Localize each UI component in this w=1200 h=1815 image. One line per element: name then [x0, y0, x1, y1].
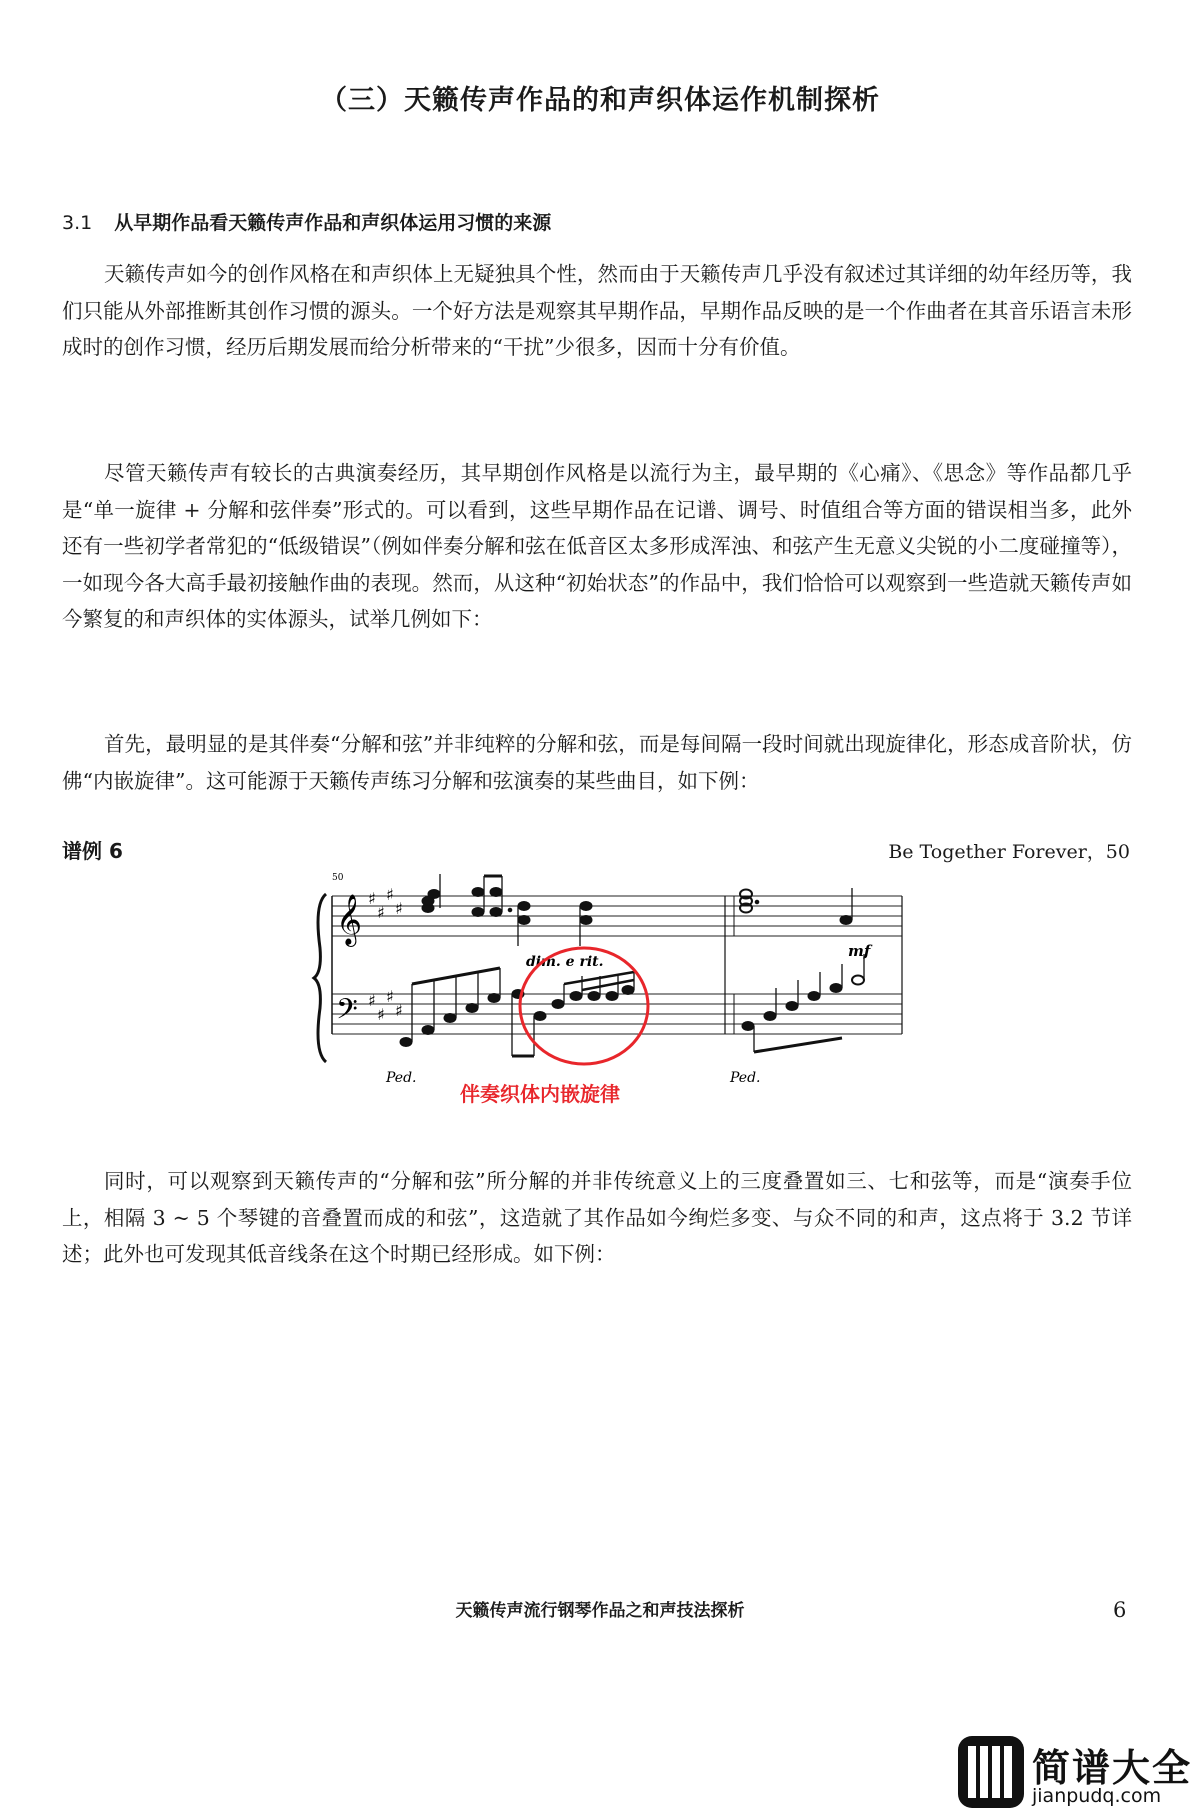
svg-text:♯: ♯	[377, 1005, 385, 1024]
paragraph-4: 同时，可以观察到天籁传声的“分解和弦”所分解的并非传统意义上的三度叠置如三、七和弦等，而是“演奏手位上，相隔 3 ~ 5 个琴键的音叠置而成的和弦”，这造就了其作品如今绚烂多变、与众不同的和声，这点将于 3.2 节详述；此外也可发现其低音线条在这个时期已经形成。如下例：	[62, 1169, 1132, 1267]
annotation-label: 伴奏织体内嵌旋律	[460, 1082, 620, 1106]
svg-text:♯: ♯	[395, 1001, 403, 1020]
section-title: 从早期作品看天籁传声作品和声织体运用习惯的来源	[114, 212, 552, 234]
paragraph-3: 首先，最明显的是其伴奏“分解和弦”并非纯粹的分解和弦，而是每间隔一段时间就出现旋律化，形态成音阶状，仿佛“内嵌旋律”。这可能源于天籁传声练习分解和弦演奏的某些曲目，如下例：	[62, 732, 1132, 793]
svg-text:♯: ♯	[386, 987, 394, 1006]
measure-number: 50	[332, 873, 344, 883]
dynamics-mf: mf	[848, 942, 871, 960]
watermark-name: 简谱大全	[1032, 1746, 1193, 1790]
treble-clef-icon: 𝄞	[336, 894, 363, 945]
svg-text:♯: ♯	[395, 899, 403, 918]
chapter-title: （三）天籁传声作品的和声织体运作机制探析	[320, 85, 880, 116]
treble-staff	[332, 896, 902, 936]
watermark-url: jianpudq.com	[1032, 1785, 1162, 1807]
footer-title: 天籁传声流行钢琴作品之和声技法探析	[455, 1601, 745, 1621]
system-brace	[314, 894, 326, 1062]
section-heading	[62, 208, 551, 235]
example-source: Be Together Forever，50	[888, 841, 1130, 863]
svg-text:♯: ♯	[368, 991, 376, 1010]
dynamics-dim-rit: dim. e rit.	[526, 954, 604, 970]
pedal-mark-1: Ped.	[386, 1070, 417, 1086]
svg-text:♯: ♯	[377, 903, 385, 922]
pedal-mark-2: Ped.	[730, 1070, 761, 1086]
svg-text:♯: ♯	[386, 885, 394, 904]
treble-notes	[422, 874, 852, 946]
example-label: 谱例 6	[62, 839, 123, 863]
bass-clef-icon: 𝄢	[336, 993, 358, 1033]
barlines	[332, 896, 902, 1034]
section-number: 3.1	[62, 212, 93, 234]
page-number: 6	[1113, 1598, 1127, 1622]
piano-keys-icon	[958, 1736, 1024, 1808]
paragraph-1: 天籁传声如今的创作风格在和声织体上无疑独具个性，然而由于天籁传声几乎没有叙述过其详细的幼年经历等，我们只能从外部推断其创作习惯的源头。一个好方法是观察其早期作品，早期作品反映的是一个作曲者在其音乐语言未形成时的创作习惯，经历后期发展而给分析带来的“干扰”少很多，因而十分有价值。	[62, 262, 1132, 360]
music-score-example	[310, 868, 910, 1108]
svg-text:♯: ♯	[368, 889, 376, 908]
paragraph-2: 尽管天籁传声有较长的古典演奏经历，其早期创作风格是以流行为主，最早期的《心痛》、《思念》等作品都几乎是“单一旋律 + 分解和弦伴奏”形式的。可以看到，这些早期作品在记谱、调号、时值组合等方面的错误相当多，此外还有一些初学者常犯的“低级错误”（例如伴奏分解和弦在低音区太多形成浑浊、和弦产生无意义尖锐的小二度碰撞等），一如现今各大高手最初接触作曲的表现。然而，从这种“初始状态”的作品中，我们恰恰可以观察到一些造就天籁传声如今繁复的和声织体的实体源头，试举几例如下：	[62, 461, 1132, 632]
